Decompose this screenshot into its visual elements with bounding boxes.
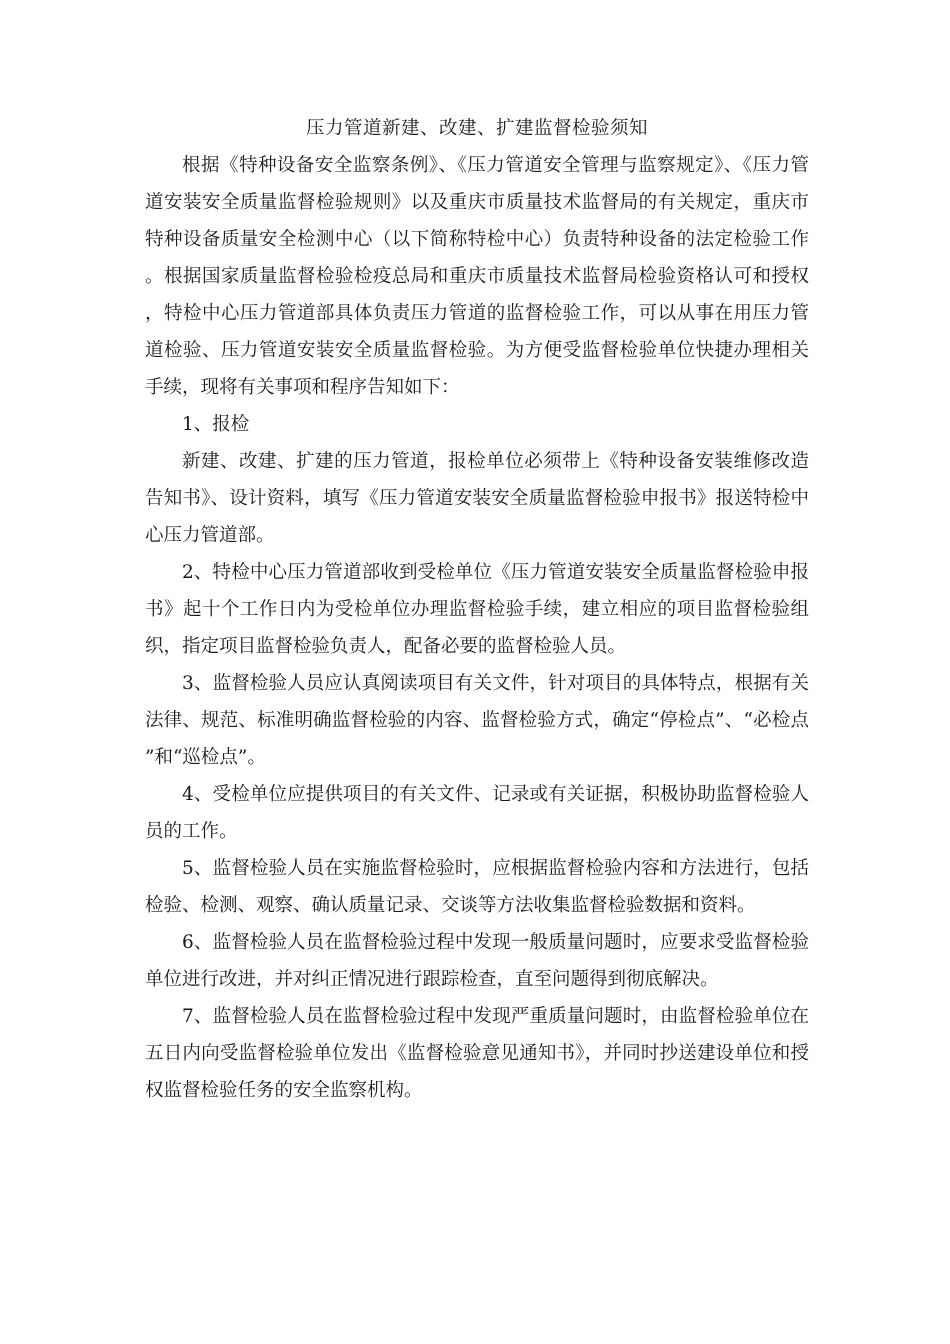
paragraph-item-2: 2、特检中心压力管道部收到受检单位《压力管道安装安全质量监督检验申报书》起十个工作日内为受检单位办理监督检验手续，建立相应的项目监督检验组织，指定项目监督检验负责人，配备必要的监督检验人员。 [145,562,809,657]
paragraph-item-6: 6、监督检验人员在监督检验过程中发现一般质量问题时，应要求受监督检验单位进行改进，并对纠正情况进行跟踪检查，直至问题得到彻底解决。 [145,932,809,990]
section-heading-report: 1、报检 [182,414,250,435]
paragraph-report-detail: 新建、改建、扩建的压力管道，报检单位必须带上《特种设备安装维修改造告知书》、设计资料，填写《压力管道安装安全质量监督检验申报书》报送特检中心压力管道部。 [145,451,809,546]
paragraph-item-5: 5、监督检验人员在实施监督检验时，应根据监督检验内容和方法进行，包括检验、检测、观察、确认质量记录、交谈等方法收集监督检验数据和资料。 [145,858,809,916]
document-body [145,110,809,1109]
paragraph-item-4: 4、受检单位应提供项目的有关文件、记录或有关证据，积极协助监督检验人员的工作。 [145,784,809,842]
intro-paragraph: 根据《特种设备安全监察条例》、《压力管道安全管理与监察规定》、《压力管道安装安全质量监督检验规则》以及重庆市质量技术监督局的有关规定，重庆市特种设备质量安全检测中心（以下简称特检中心）负责特种设备的法定检验工作。根据国家质量监督检验检疫总局和重庆市质量技术监督局检验资格认可和授权，特检中心压力管道部具体负责压力管道的监督检验工作，可以从事在用压力管道检验、压力管道安装安全质量监督检验。为方便受监督检验单位快捷办理相关手续，现将有关事项和程序告知如下： [145,155,809,398]
document-title: 压力管道新建、改建、扩建监督检验须知 [305,118,648,139]
paragraph-item-7: 7、监督检验人员在监督检验过程中发现严重质量问题时，由监督检验单位在五日内向受监督检验单位发出《监督检验意见通知书》，并同时抄送建设单位和授权监督检验任务的安全监察机构。 [145,1006,809,1101]
paragraph-item-3: 3、监督检验人员应认真阅读项目有关文件，针对项目的具体特点，根据有关法律、规范、标准明确监督检验的内容、监督检验方式，确定“停检点”、“必检点”和“巡检点”。 [145,673,809,768]
